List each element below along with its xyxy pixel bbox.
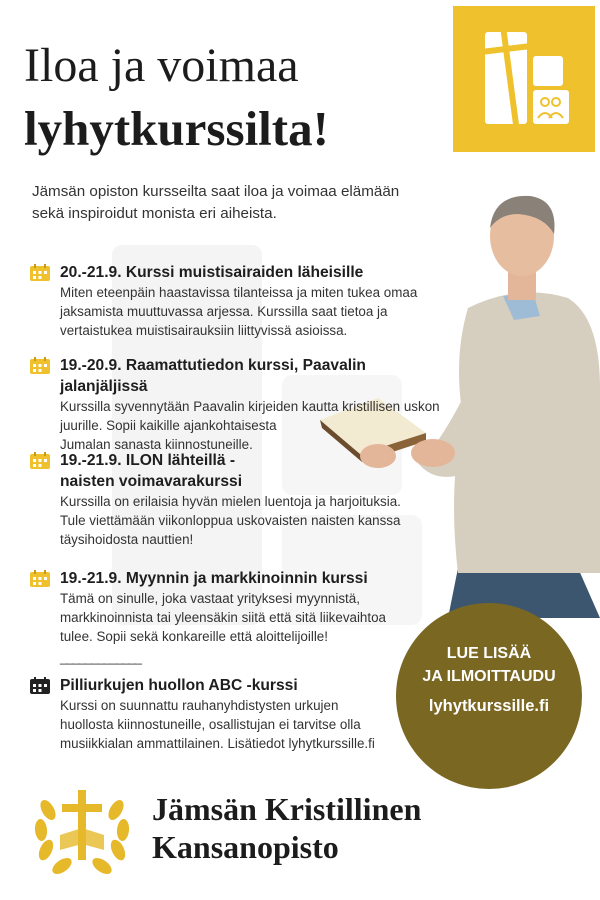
brand-logo xyxy=(453,6,595,152)
calendar-icon xyxy=(30,264,50,281)
course-title: Pilliurkujen huollon ABC -kurssi xyxy=(60,677,298,694)
organization-name-line1: Jämsän Kristillinen xyxy=(152,791,422,827)
course-title: 19.-21.9. ILON lähteillä - naisten voimavarakurssi xyxy=(60,452,243,490)
course-title: 19.-21.9. Myynnin ja markkinoinnin kurssi xyxy=(60,570,368,587)
course-title: 19.-20.9. Raamattutiedon kurssi, Paavalin jalanjäljissä xyxy=(60,357,366,395)
headline-line2: lyhytkurssilta! xyxy=(24,101,329,156)
course-item xyxy=(30,355,450,454)
course-item xyxy=(30,675,450,753)
intro-text: Jämsän opiston kursseilta saat iloa ja voimaa elämään sekä inspiroidut monista eri aiheista. xyxy=(32,183,400,222)
cta-line2: JA ILMOITTAUDU xyxy=(422,668,556,685)
course-description: Kurssilla on erilaisia hyvän mielen luentoja ja harjoituksia. Tule viettämään viikonloppua uskovaisten naisten kanssa täysihoidosta nauttien! xyxy=(60,494,401,547)
organization-name-line2: Kansanopisto xyxy=(152,829,339,865)
course-title: 20.-21.9. Kurssi muistisairaiden läheisille xyxy=(60,264,364,281)
cta-line1: LUE LISÄÄ xyxy=(446,645,532,662)
wreath-cross-emblem-icon xyxy=(32,780,132,880)
cta-link[interactable]: lyhytkurssille.fi xyxy=(428,697,550,715)
calendar-icon xyxy=(30,357,50,374)
course-item xyxy=(30,262,450,340)
brand-logo-icon xyxy=(453,6,595,152)
calendar-icon xyxy=(30,570,50,587)
course-description: Kurssilla syvennytään Paavalin kirjeiden kautta kristillisen uskon juurille. Sopii kaikille ajankohtaisesta Jumalan sanasta kiinnostuneille. xyxy=(60,399,440,452)
register-cta-button[interactable] xyxy=(396,603,582,789)
course-description: Kurssi on suunnattu rauhanyhdistysten urkujen huollosta kiinnostuneille, osallistujan ei tarvitse olla musiikkialan ammattilainen. Lisätiedot lyhytkurssille.fi xyxy=(60,698,375,751)
course-description: Tämä on sinulle, joka vastaat yrityksesi myynnistä, markkinoinnista tai yleensäkin siitä että sitä liikevaihtoa tulee. Sopii sekä konkareille että aloittelijoille! xyxy=(60,591,386,644)
headline-line1: Iloa ja voimaa xyxy=(24,39,299,92)
course-item xyxy=(30,568,450,646)
calendar-icon xyxy=(30,452,50,469)
divider: _____________ xyxy=(60,650,141,665)
course-description: Miten eteenpäin haastavissa tilanteissa ja miten tukea omaa jaksamista muuttuvassa arjessa. Kurssilla saat tietoa ja vertaistukea muistisairauksiin liittyvissä asioissa. xyxy=(60,285,418,338)
calendar-dark-icon xyxy=(30,677,50,694)
course-item xyxy=(30,450,450,549)
